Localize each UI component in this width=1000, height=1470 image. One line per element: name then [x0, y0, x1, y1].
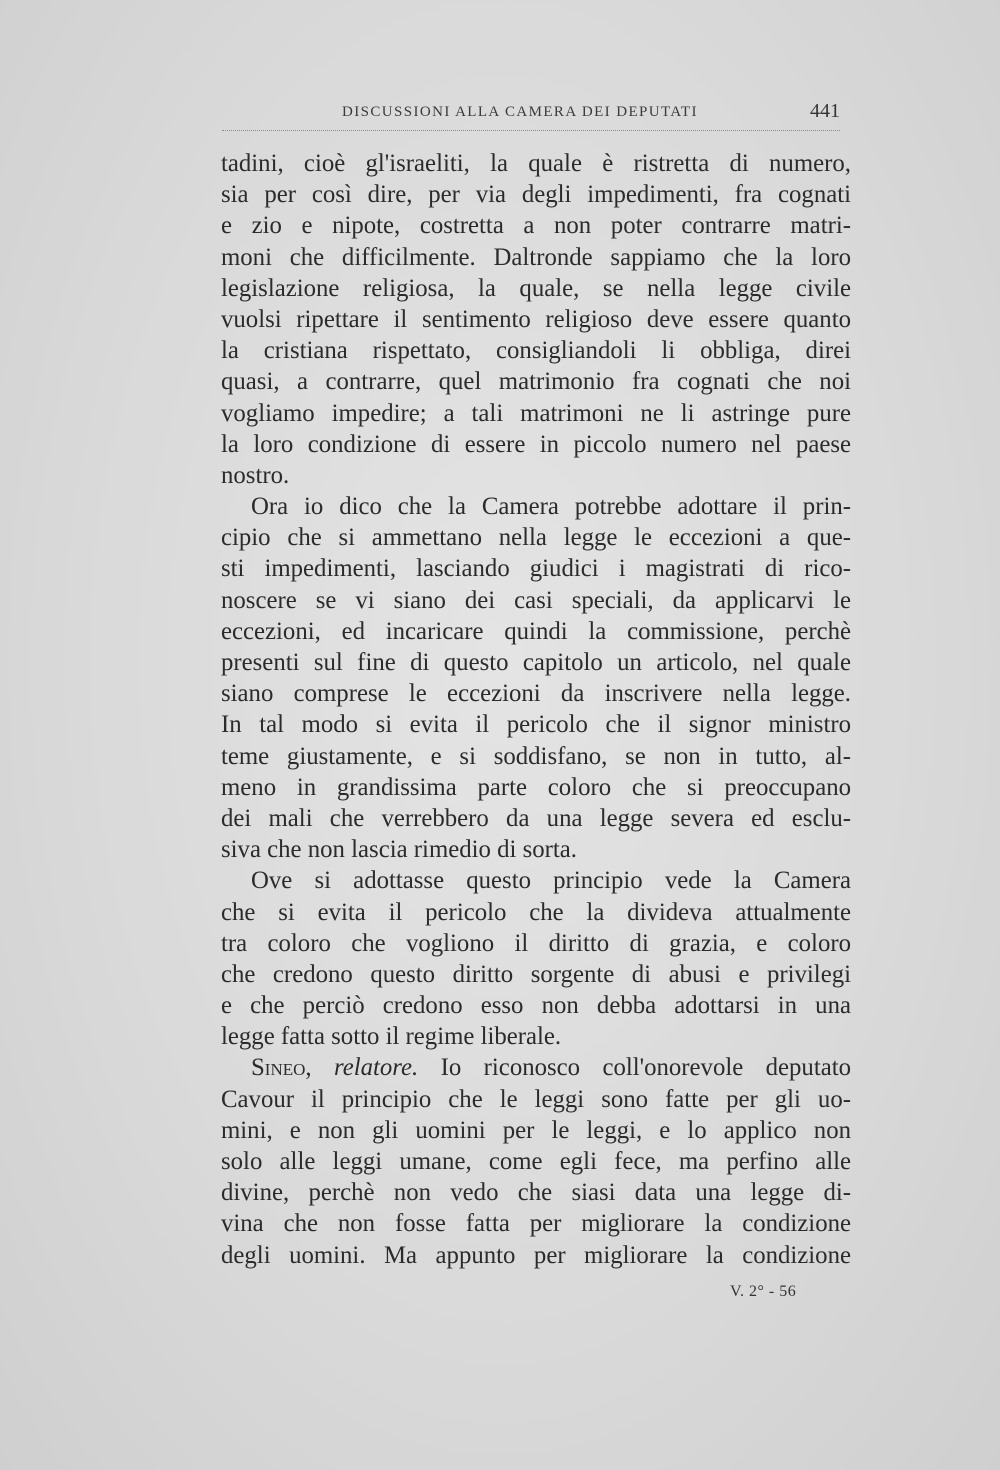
text-line: e zio e nipote, costretta a non poter contrarre matri- [221, 212, 851, 240]
speech-text: Io riconosco coll'onorevole deputato [440, 1054, 852, 1082]
text-line: Ora io dico che la Camera potrebbe adottare il prin- [251, 493, 851, 521]
page-header [222, 100, 840, 131]
text-line: degli uomini. Ma appunto per migliorare la condizione [221, 1241, 851, 1269]
text-line: sti impedimenti, lasciando giudici i magistrati di rico- [221, 555, 851, 583]
text-line: teme giustamente, e si soddisfano, se non in tutto, al- [221, 742, 851, 770]
text-line: la cristiana rispettato, consigliandoli li obbliga, direi [221, 337, 851, 365]
text-line: noscere se vi siano dei casi speciali, da applicarvi le [221, 586, 851, 614]
text-line: tra coloro che vogliono il diritto di grazia, e coloro [221, 929, 851, 957]
text-line: Ove si adottasse questo principio vede la Camera [251, 867, 851, 895]
text-line: moni che difficilmente. Daltronde sappiamo che la loro [221, 243, 851, 271]
text-line: legge fatta sotto il regime liberale. [221, 1023, 562, 1051]
speaker-role: relatore. [333, 1054, 419, 1082]
printer-signature: V. 2° - 56 [730, 1283, 797, 1300]
text-line: tadini, cioè gl'israeliti, la quale è ristretta di numero, [221, 150, 851, 177]
text-line: che credono questo diritto sorgente di abusi e privilegi [221, 960, 851, 988]
text-line: siano comprese le eccezioni da inscrivere nella legge. [221, 680, 851, 708]
text-line: divine, perchè non vedo che siasi data una legge di- [221, 1179, 851, 1207]
text-line: vuolsi ripettare il sentimento religioso deve essere quanto [221, 305, 851, 333]
text-line: Cavour il principio che le leggi sono fatte per gli uo- [221, 1085, 851, 1113]
text-line: cipio che si ammettano nella legge le eccezioni a que- [221, 524, 851, 552]
speech-first-line [221, 1052, 851, 1083]
text-line: la loro condizione di essere in piccolo numero nel paese [221, 430, 851, 458]
text-line: dei mali che verrebbero da una legge severa ed esclu- [221, 804, 851, 832]
text-line: sia per così dire, per via degli impedimenti, fra cognati [221, 181, 851, 209]
text-line: mini, e non gli uomini per le leggi, e lo applico non [221, 1116, 851, 1144]
speaker-name: Sineo, [251, 1054, 312, 1082]
text-line: quasi, a contrarre, quel matrimonio fra cognati che noi [221, 368, 851, 396]
text-line: che si evita il pericolo che la divideva attualmente [221, 898, 851, 926]
text-line: nostro. [221, 461, 290, 489]
text-line: vina che non fosse fatta per migliorare la condizione [221, 1210, 851, 1238]
text-line: eccezioni, ed incaricare quindi la commissione, perchè [221, 617, 851, 645]
text-line: siva che non lascia rimedio di sorta. [221, 836, 578, 864]
text-line: meno in grandissima parte coloro che si preoccupano [221, 773, 851, 801]
body-text [221, 148, 851, 1271]
text-line: vogliamo impedire; a tali matrimoni ne li astringe pure [221, 399, 851, 427]
text-line: solo alle leggi umane, come egli fece, ma perfino alle [221, 1148, 851, 1175]
text-line: In tal modo si evita il pericolo che il signor ministro [221, 711, 851, 739]
text-line: presenti sul fine di questo capitolo un articolo, nel quale [221, 649, 851, 676]
running-head: DISCUSSIONI ALLA CAMERA DEI DEPUTATI [342, 104, 698, 120]
page-number: 441 [810, 100, 840, 122]
text-line: e che perciò credono esso non debba adottarsi in una [221, 992, 851, 1020]
text-line: legislazione religiosa, la quale, se nella legge civile [221, 274, 851, 302]
